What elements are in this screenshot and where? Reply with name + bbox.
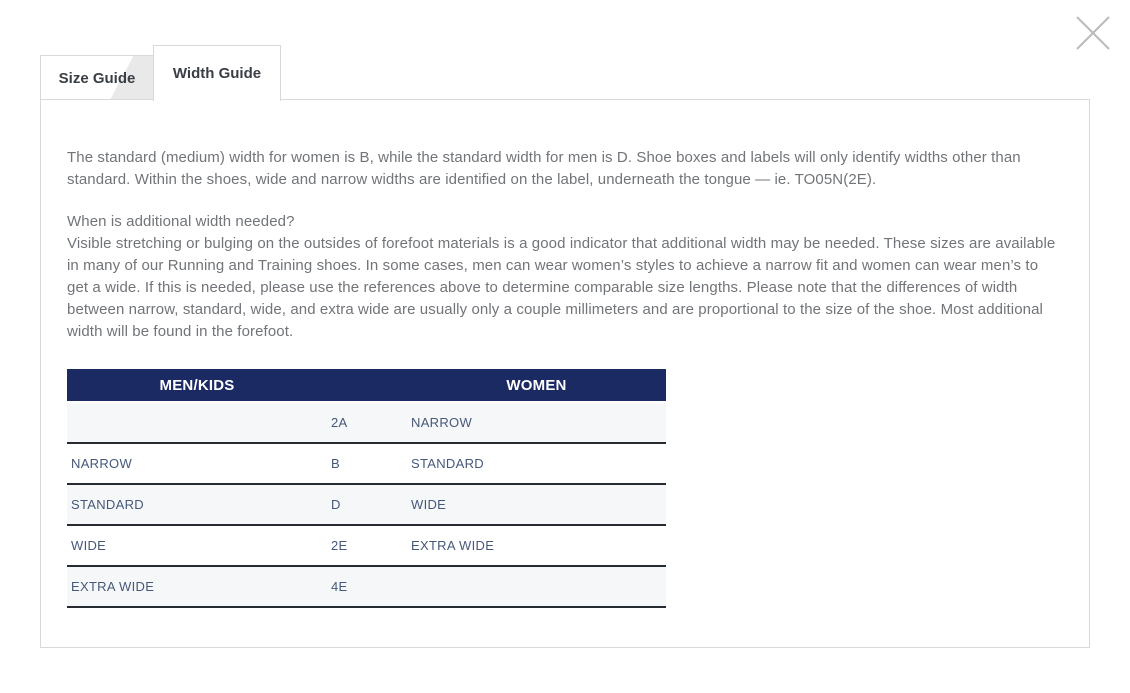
table-cell: 4E xyxy=(327,567,407,608)
table-cell: STANDARD xyxy=(67,485,327,526)
table-cell: NARROW xyxy=(407,403,666,444)
tab-width-guide-label: Width Guide xyxy=(172,65,262,82)
table-row xyxy=(67,444,666,485)
table-header-women: WOMEN xyxy=(407,369,666,403)
table-cell: B xyxy=(327,444,407,485)
table-cell: EXTRA WIDE xyxy=(67,567,327,608)
width-guide-panel xyxy=(40,99,1090,648)
table-cell xyxy=(67,403,327,444)
table-header-spacer xyxy=(327,369,407,403)
table-cell: WIDE xyxy=(67,526,327,567)
tab-width-guide[interactable] xyxy=(153,45,281,101)
table-cell: D xyxy=(327,485,407,526)
table-cell xyxy=(407,567,666,608)
table-header-row xyxy=(67,369,666,403)
intro-paragraph: The standard (medium) width for women is B, while the standard width for men is D. Shoe boxes and labels will only identify widths other than standard. Within the shoes, wide and narrow widths are identified on the label, underneath the tongue — ie. TO05N(2E). xyxy=(67,149,1021,188)
table-cell: NARROW xyxy=(67,444,327,485)
table-row xyxy=(67,403,666,444)
tab-size-guide[interactable] xyxy=(40,55,154,100)
table-cell: WIDE xyxy=(407,485,666,526)
width-needed-heading: When is additional width needed? xyxy=(67,213,295,230)
table-row xyxy=(67,485,666,526)
table-cell: 2E xyxy=(327,526,407,567)
table-header-men-kids: MEN/KIDS xyxy=(67,369,327,403)
table-row xyxy=(67,567,666,608)
table-row xyxy=(67,526,666,567)
tab-size-guide-label: Size Guide xyxy=(58,69,136,87)
close-icon xyxy=(1072,12,1114,54)
width-needed-paragraph: Visible stretching or bulging on the outsides of forefoot materials is a good indicator that additional width may be needed. These sizes are available in many of our Running and Training shoes. In some cases, men can wear women’s styles to achieve a narrow fit and women can wear men’s to get a wide. If this is needed, please use the references above to determine comparable size lengths. Please note that the differences of width between narrow, standard, wide, and extra wide are usually only a couple millimeters and are proportional to the size of the shoe. Most additional width will be found in the forefoot. xyxy=(67,235,1056,340)
close-button[interactable] xyxy=(1072,12,1114,54)
panel-content xyxy=(41,100,1089,608)
table-cell: STANDARD xyxy=(407,444,666,485)
table-cell: EXTRA WIDE xyxy=(407,526,666,567)
width-comparison-table xyxy=(67,369,666,608)
table-cell: 2A xyxy=(327,403,407,444)
